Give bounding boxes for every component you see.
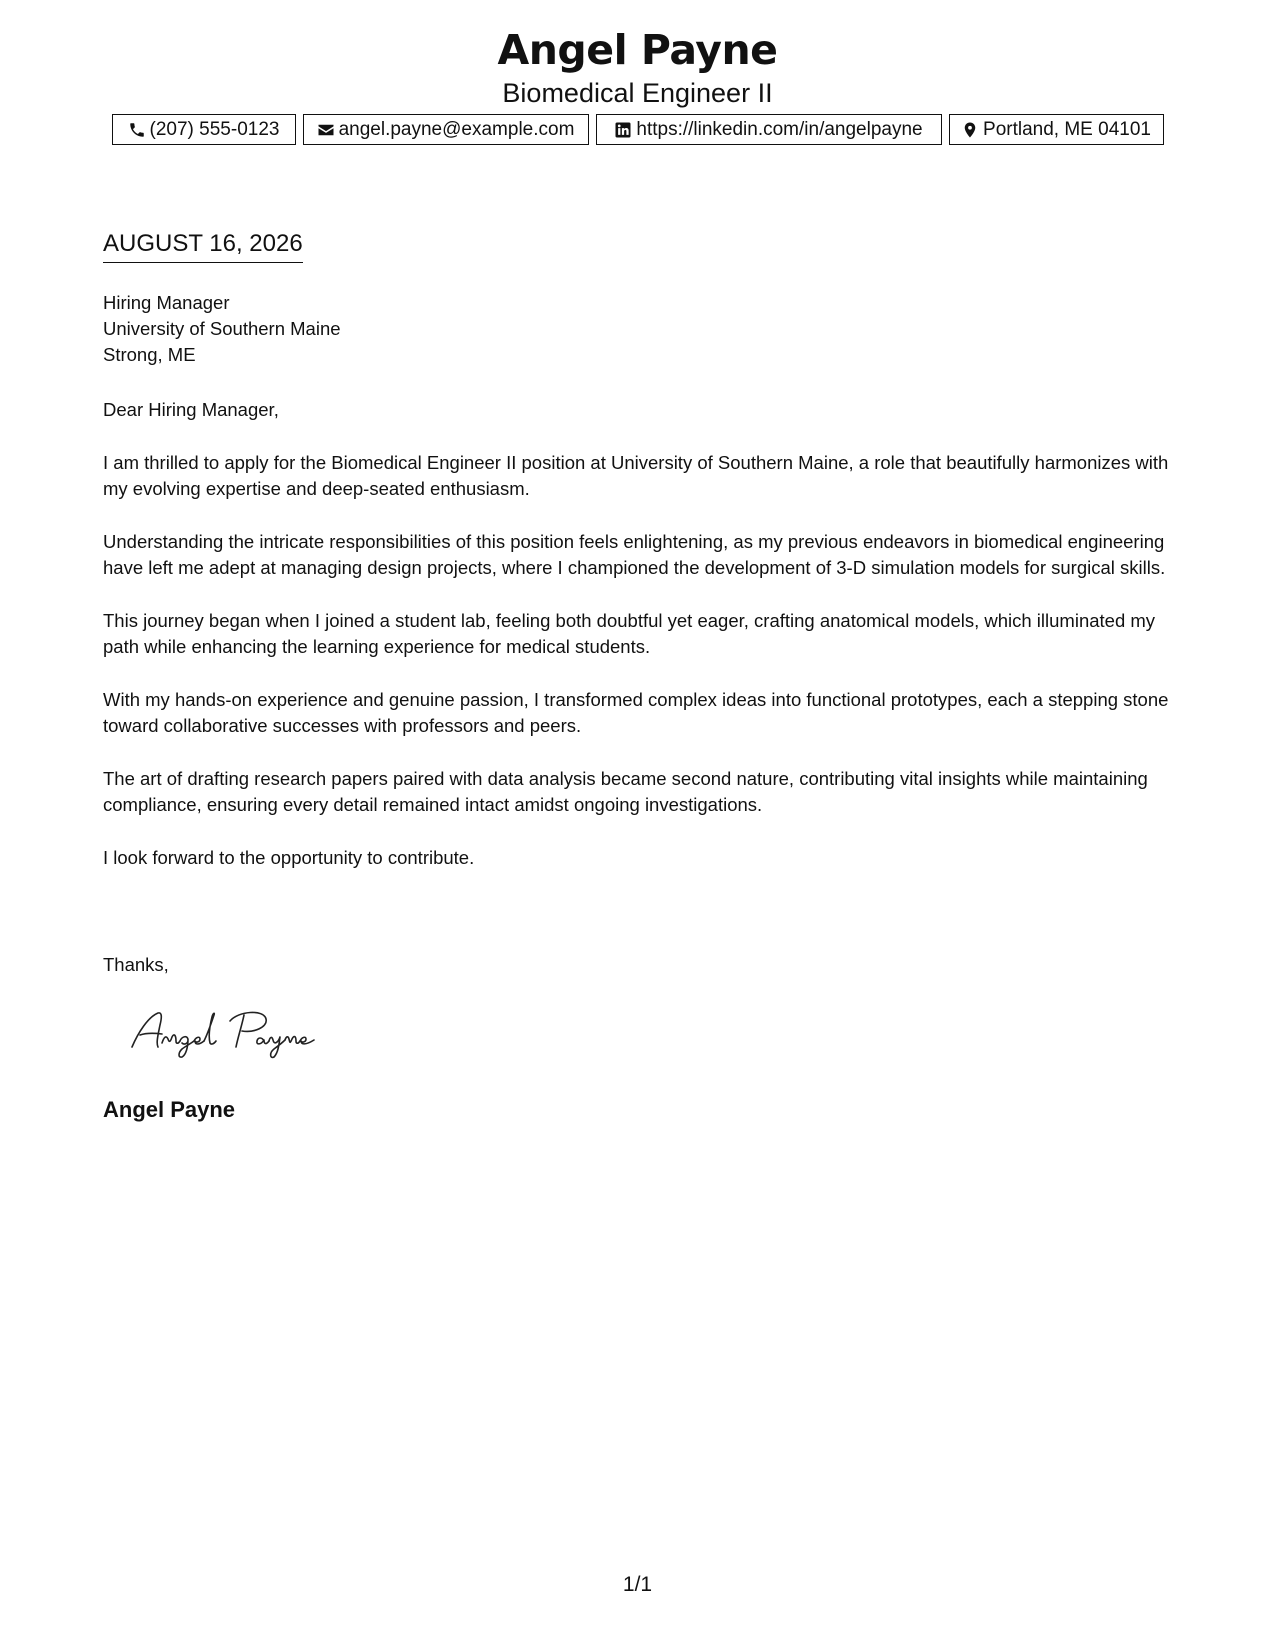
contact-linkedin — [596, 114, 942, 145]
contact-location — [949, 114, 1164, 145]
paragraph-6: I look forward to the opportunity to contribute. — [103, 846, 475, 868]
signed-name: Angel Payne — [103, 1097, 236, 1122]
letter-date: AUGUST 16, 2026 — [103, 229, 303, 263]
paragraph-1: I am thrilled to apply for the Biomedical Engineer II position at University of Southern Maine, a role that beautifully harmonizes with my evolving expertise and deep-seated enthusiasm. — [103, 451, 1169, 499]
paragraph-3: This journey began when I joined a student lab, feeling both doubtful yet eager, crafting anatomical models, which illuminated my path while enhancing the learning experience for medical students. — [103, 609, 1156, 657]
contact-bar — [0, 114, 1275, 145]
closing: Thanks, — [103, 954, 169, 975]
letter-body — [103, 397, 1183, 897]
contact-email — [303, 114, 589, 145]
page-number: 1/1 — [622, 1573, 653, 1596]
paragraph-2: Understanding the intricate responsibilities of this position feels enlightening, as my previous endeavors in biomedical engineering have left me adept at managing design projects, where I championed the development of 3-D simulation models for surgical skills. — [103, 530, 1166, 578]
linkedin-icon — [614, 121, 632, 139]
recipient-location: Strong, ME — [103, 344, 196, 365]
envelope-icon — [317, 121, 335, 139]
phone-icon — [128, 121, 146, 139]
letter-header — [0, 24, 1275, 110]
handwritten-signature — [118, 1003, 348, 1061]
recipient-organization: University of Southern Maine — [103, 318, 341, 339]
applicant-name: Angel Payne — [497, 26, 778, 74]
paragraph-5: The art of drafting research papers paired with data analysis became second nature, contributing vital insights while maintaining compliance, ensuring every detail remained intact amidst ongoing investigations. — [103, 767, 1148, 815]
contact-linkedin-text: https://linkedin.com/in/angelpayne — [636, 118, 923, 140]
contact-phone-text: (207) 555-0123 — [149, 118, 280, 140]
applicant-role: Biomedical Engineer II — [502, 78, 773, 108]
recipient-title: Hiring Manager — [103, 292, 230, 313]
contact-phone — [112, 114, 296, 145]
contact-email-text: angel.payne@example.com — [338, 118, 575, 140]
salutation: Dear Hiring Manager, — [103, 399, 279, 420]
recipient-block — [103, 290, 341, 368]
paragraph-4: With my hands-on experience and genuine passion, I transformed complex ideas into functional prototypes, each a stepping stone toward collaborative successes with professors and peers. — [103, 688, 1169, 736]
map-pin-icon — [961, 121, 979, 139]
contact-location-text: Portland, ME 04101 — [983, 118, 1151, 140]
